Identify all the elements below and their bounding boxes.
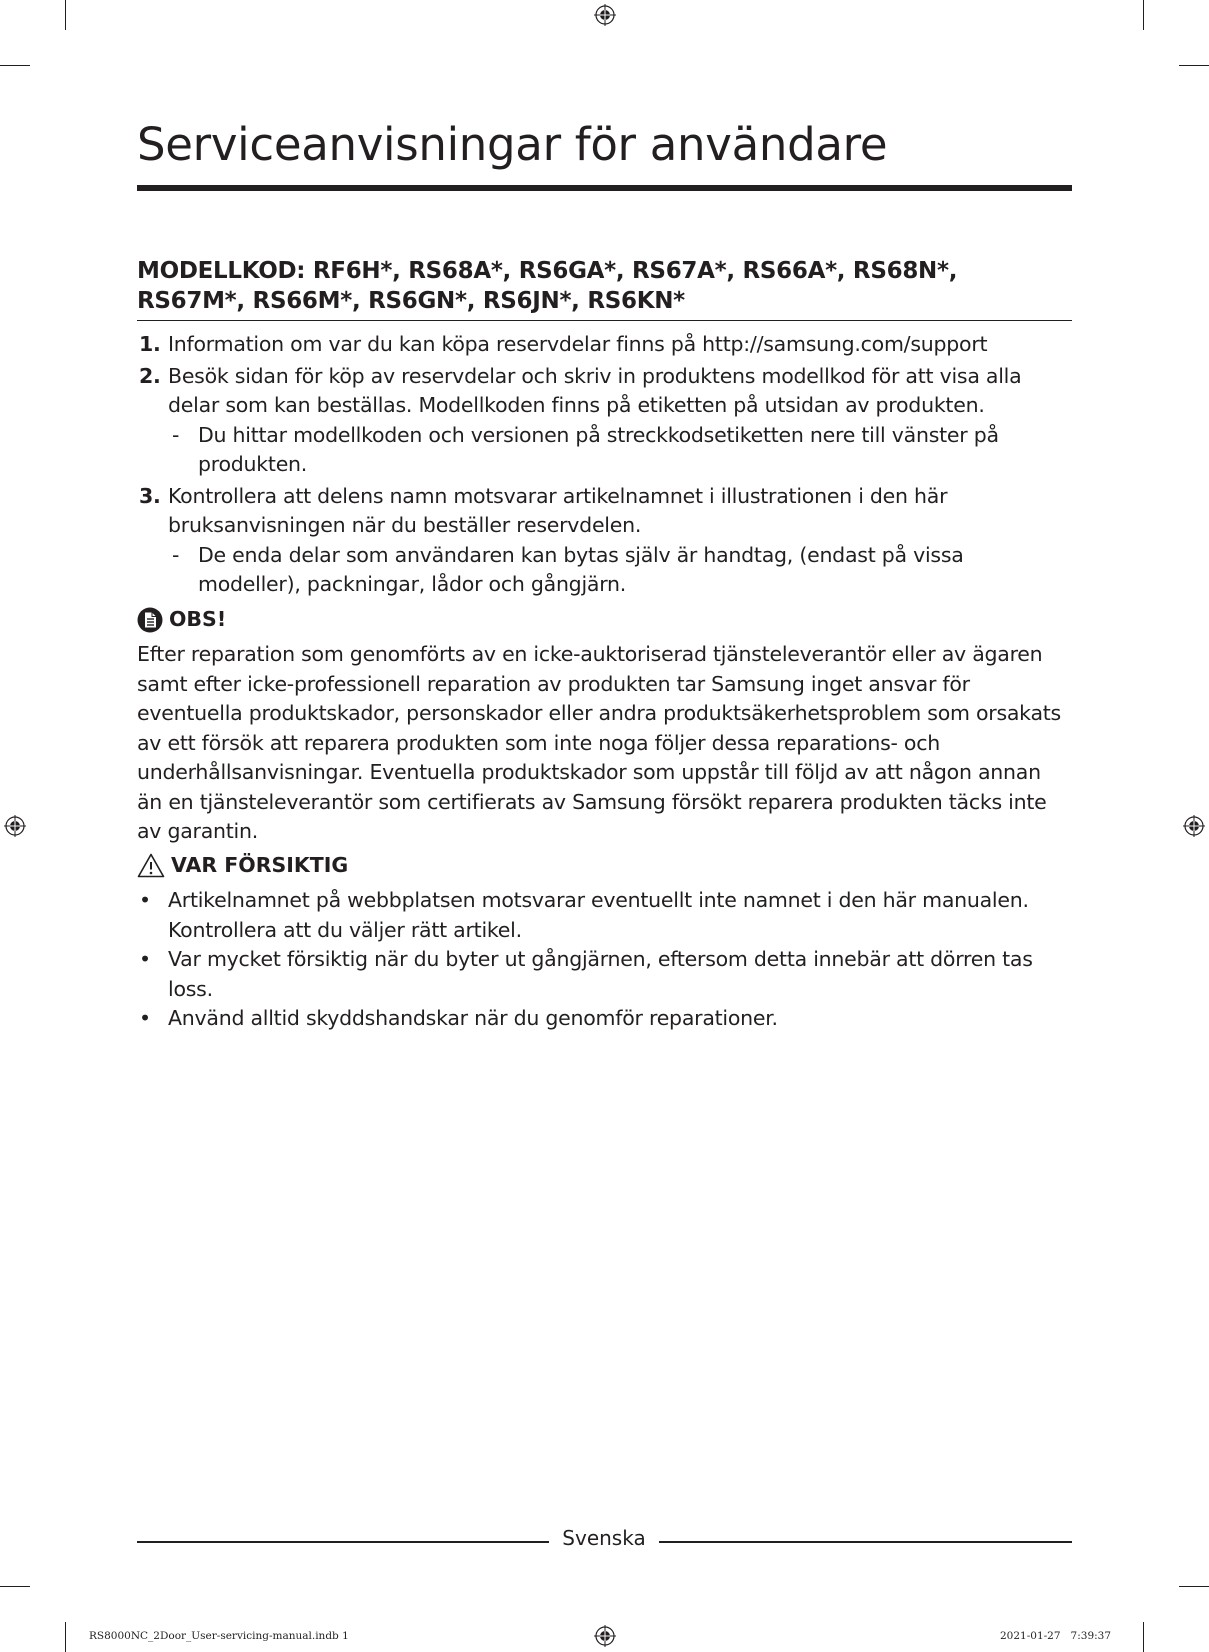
page-title: Serviceanvisningar för användare (137, 118, 888, 171)
caution-item-text: Var mycket försiktig när du byter ut gångjärnen, eftersom detta innebär att dörren tas loss. (168, 947, 1033, 1001)
step-number: 2. (139, 363, 161, 388)
crop-mark (1179, 1586, 1209, 1587)
model-code-heading: MODELLKOD: RF6H*, RS68A*, RS6GA*, RS67A*, RS66A*, RS68N*, RS67M*, RS66M*, RS6GN*, RS6JN*, RS6KN* (137, 258, 958, 314)
caution-list (137, 886, 1072, 1034)
list-item (137, 886, 1072, 945)
file-slug: RS8000NC_2Door_User-servicing-manual.indb 1 (89, 1630, 349, 1642)
date-slug: 2021-01-27 7:39:37 (1000, 1630, 1112, 1642)
list-item (137, 362, 1072, 480)
note-heading (137, 605, 226, 634)
warning-triangle-icon (137, 853, 165, 878)
dash-marker: - (172, 542, 180, 567)
bullet-marker: • (139, 947, 151, 971)
step-text: Besök sidan för köp av reservdelar och skriv in produktens modellkod för att visa alla delar som kan beställas. Modellkoden finns på etiketten på utsidan av produkten. (168, 363, 1022, 417)
caution-item-text: Använd alltid skyddshandskar när du genomför reparationer. (168, 1006, 778, 1030)
steps-list (137, 330, 1072, 602)
crop-mark (1143, 0, 1144, 30)
step-text: Kontrollera att delens namn motsvarar artikelnamnet i illustrationen i den här bruksanvisningen när du beställer reservdelen. (168, 483, 948, 537)
list-item (137, 482, 1072, 600)
registration-mark-icon (4, 815, 26, 837)
crop-mark (1143, 1622, 1144, 1652)
footer-rule (137, 1541, 549, 1543)
note-text: Efter reparation som genomförts av en icke-auktoriserad tjänsteleverantör eller av ägaren samt efter icke-professionell reparation av produkten tar Samsung inget ansvar för eventuella produktskador, personskador eller andra produktsäkerhetsproblem som orsakats av ett försök att reparera produkten som inte noga följer dessa reparations- och underhållsanvisningar. Eventuella produktskador som uppstår till följd av att någon annan än en tjänsteleverantör som certifierats av Samsung försökt reparera produkten täcks inte av garantin. (137, 642, 1061, 843)
model-heading-rule (137, 320, 1072, 321)
sub-item-text: Du hittar modellkoden och versionen på streckkodsetiketten nere till vänster på produkten. (198, 422, 999, 476)
footer-rule (659, 1541, 1072, 1543)
crop-mark (65, 1622, 66, 1652)
list-item (137, 945, 1072, 1004)
registration-mark-icon (594, 4, 616, 26)
list-item (137, 330, 1072, 360)
crop-mark (0, 1586, 30, 1587)
crop-mark (0, 65, 30, 66)
sub-item (168, 421, 1072, 480)
caution-heading-label: VAR FÖRSIKTIG (171, 853, 349, 877)
step-number: 1. (139, 332, 161, 356)
note-icon (137, 607, 163, 633)
crop-mark (1179, 65, 1209, 66)
step-text: Information om var du kan köpa reservdelar finns på http://samsung.com/support (168, 332, 988, 356)
list-item (137, 1004, 1072, 1034)
bullet-marker: • (139, 888, 151, 912)
footer-language: Svenska (562, 1526, 646, 1550)
note-heading-label: OBS! (169, 607, 227, 631)
registration-mark-icon (594, 1625, 616, 1647)
bullet-marker: • (139, 1006, 151, 1030)
crop-mark (65, 0, 66, 30)
step-number: 3. (139, 483, 161, 508)
dash-marker: - (172, 422, 180, 447)
registration-mark-icon (1183, 815, 1205, 837)
sub-item-text: De enda delar som användaren kan bytas själv är handtag, (endast på vissa modeller), packningar, lådor och gångjärn. (198, 542, 964, 596)
title-rule (137, 185, 1072, 191)
caution-item-text: Artikelnamnet på webbplatsen motsvarar eventuellt inte namnet i den här manualen. Kontrollera att du väljer rätt artikel. (168, 888, 1029, 942)
sub-item (168, 541, 1072, 600)
caution-heading (137, 851, 348, 880)
